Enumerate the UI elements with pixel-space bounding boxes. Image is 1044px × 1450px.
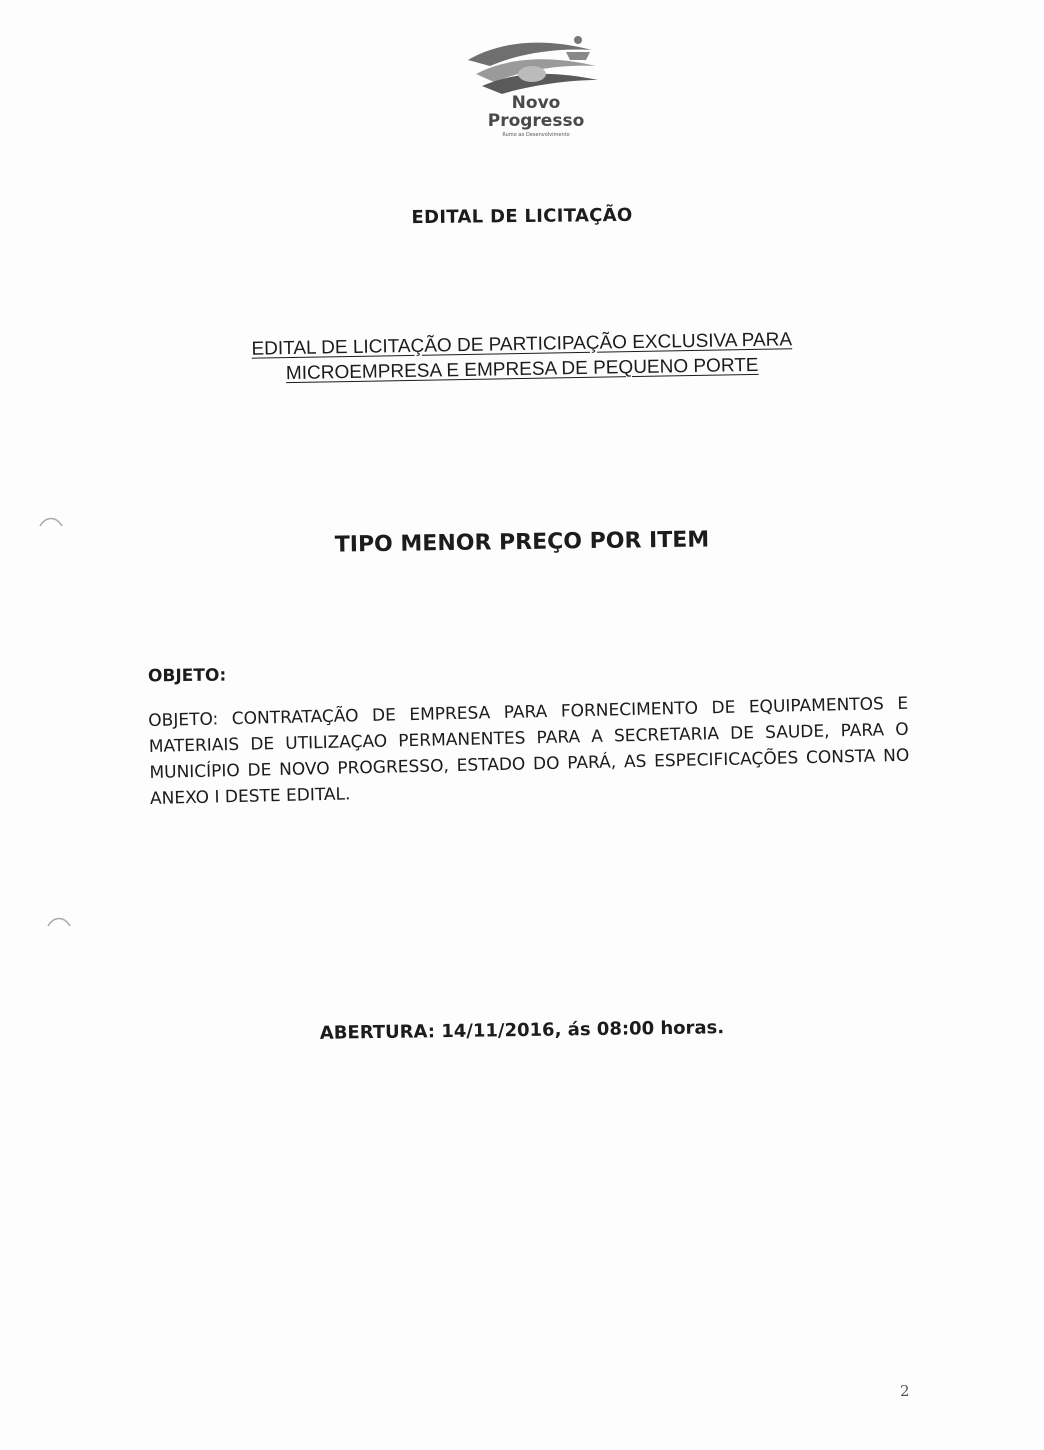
punch-hole-mark-icon (38, 512, 64, 538)
subtitle-line-1: EDITAL DE LICITAÇÃO DE PARTICIPAÇÃO EXCLUSIVA PARA (251, 329, 793, 360)
logo-line2: Progresso (487, 111, 585, 131)
punch-hole-mark-icon (46, 912, 72, 938)
logo-tagline: Rumo ao Desenvolvimento (502, 132, 570, 138)
novo-progresso-logo-icon (462, 30, 612, 142)
bid-type-heading: TIPO MENOR PREÇO POR ITEM (334, 527, 710, 558)
object-label: OBJETO: (147, 665, 227, 687)
opening-date: ABERTURA: 14/11/2016, ás 08:00 horas. (319, 1017, 725, 1044)
municipality-logo (462, 30, 612, 142)
subtitle-line-2: MICROEMPRESA E EMPRESA DE PEQUENO PORTE (285, 354, 759, 385)
document-title: EDITAL DE LICITAÇÃO (411, 204, 633, 229)
page-number: 2 (900, 1382, 910, 1400)
document-subtitle (140, 325, 905, 388)
object-paragraph: OBJETO: CONTRATAÇÃO DE EMPRESA PARA FORNECIMENTO DE EQUIPAMENTOS E MATERIAIS DE UTILIZAÇAO PERMANENTES PARA A SECRETARIA DE SAUDE, PARA O MUNICÍPIO DE NOVO PROGRESSO, ESTADO DO PARÁ, AS ESPECIFICAÇÕES CONSTA NO ANEXO I DESTE EDITAL. (148, 693, 910, 809)
logo-line1: Novo (511, 93, 561, 113)
